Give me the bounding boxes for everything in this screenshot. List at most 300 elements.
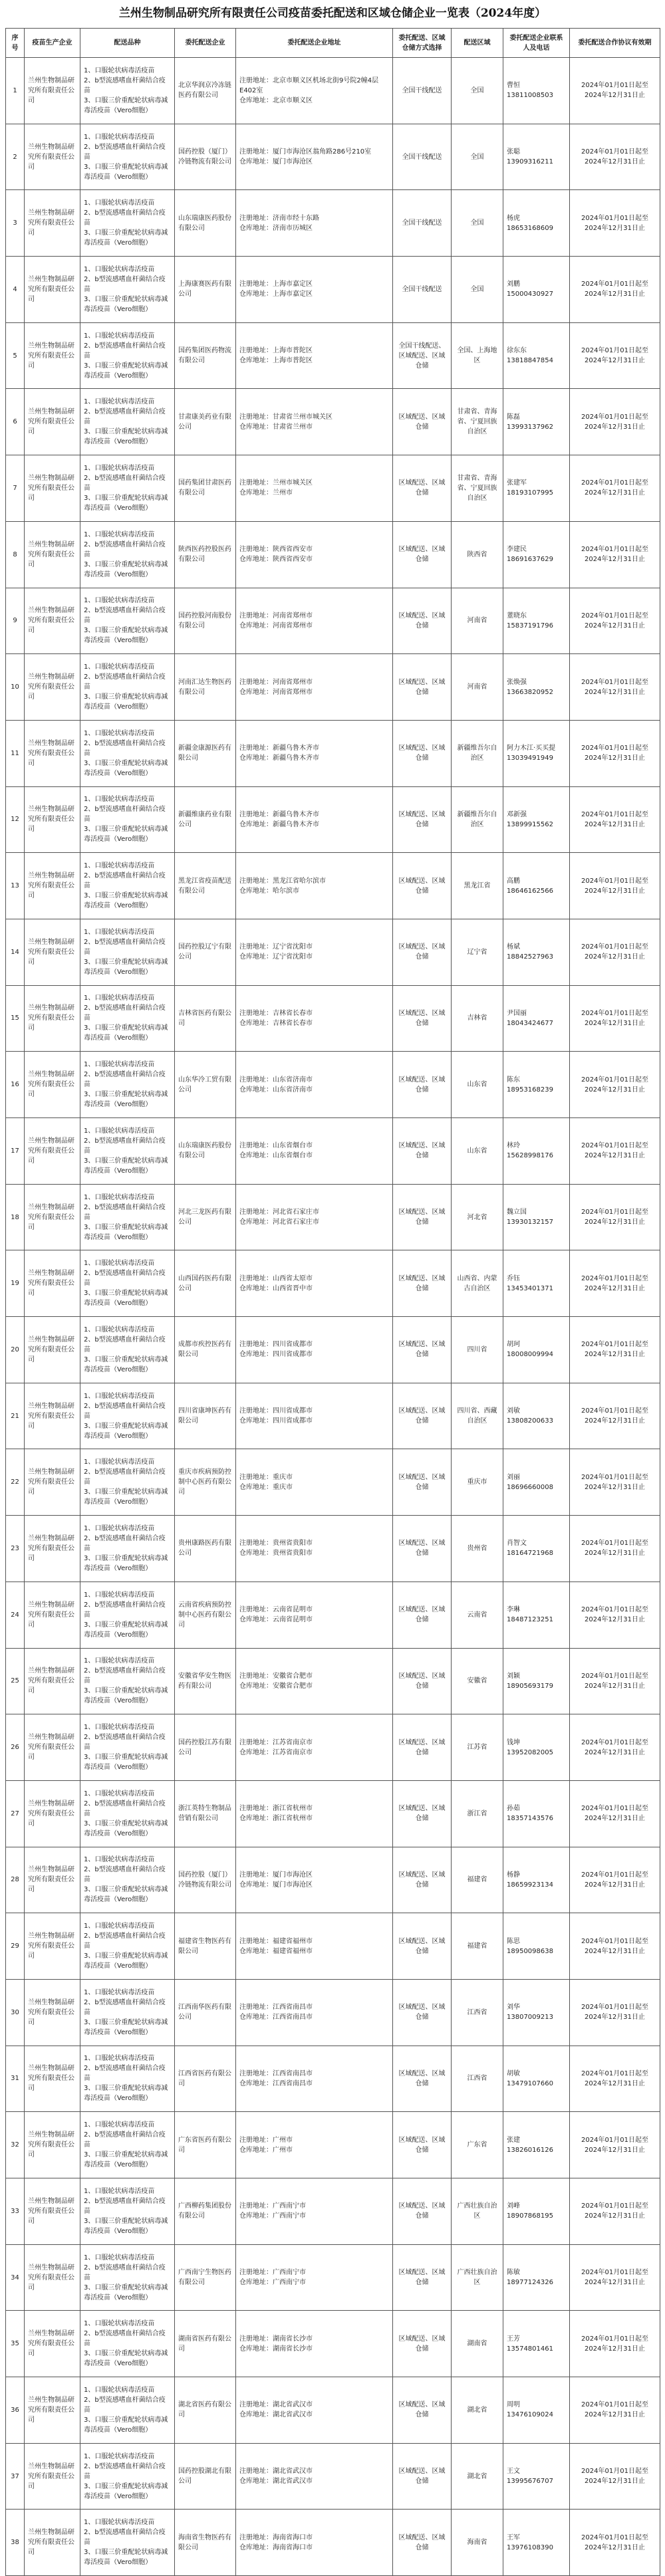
table-row bbox=[6, 1979, 660, 2046]
cell-no: 18 bbox=[6, 1184, 25, 1250]
cell-address: 注册地址：福建省福州市 仓库地址：福建省福州市 bbox=[236, 1913, 393, 1980]
cell-contact: 胡珂 18008009994 bbox=[503, 1317, 570, 1383]
cell-products: 1、口服轮状病毒活疫苗 2、b型流感嗜血杆菌结合疫苗 3、口服三价重配轮状病毒减毒活疫苗（Vero细胞） bbox=[80, 322, 175, 389]
cell-validity: 2024年01月01日起至2024年12月31日止 bbox=[570, 257, 660, 323]
cell-area: 山西省、内蒙古自治区 bbox=[452, 1250, 503, 1317]
cell-products: 1、口服轮状病毒活疫苗 2、b型流感嗜血杆菌结合疫苗 3、口服三价重配轮状病毒减毒活疫苗（Vero细胞） bbox=[80, 1383, 175, 1449]
cell-method: 区域配送、区域仓储 bbox=[393, 1317, 452, 1383]
table-row bbox=[6, 1913, 660, 1980]
cell-no: 34 bbox=[6, 2244, 25, 2311]
cell-address: 注册地址：新疆乌鲁木齐市 仓库地址：新疆乌鲁木齐市 bbox=[236, 720, 393, 786]
cell-no: 21 bbox=[6, 1383, 25, 1449]
cell-producer: 兰州生物制品研究所有限责任公司 bbox=[25, 985, 80, 1052]
table-row bbox=[6, 1516, 660, 1582]
cell-distributor: 广东省医药有限公司 bbox=[175, 2112, 236, 2178]
cell-method: 区域配送、区域仓储 bbox=[393, 1052, 452, 1118]
cell-validity: 2024年01月01日起至2024年12月31日止 bbox=[570, 1383, 660, 1449]
cell-producer: 兰州生物制品研究所有限责任公司 bbox=[25, 588, 80, 654]
cell-contact: 曹恒 13811008503 bbox=[503, 58, 570, 124]
cell-validity: 2024年01月01日起至2024年12月31日止 bbox=[570, 786, 660, 853]
cell-method: 全国干线配送 bbox=[393, 257, 452, 323]
cell-method: 全国干线配送 bbox=[393, 190, 452, 257]
cell-contact: 魏立国 13930132157 bbox=[503, 1184, 570, 1250]
cell-distributor: 黑龙江省疫苗配送有限公司 bbox=[175, 853, 236, 919]
cell-distributor: 国药控股辽宁有限公司 bbox=[175, 919, 236, 985]
cell-producer: 兰州生物制品研究所有限责任公司 bbox=[25, 1516, 80, 1582]
cell-method: 区域配送、区域仓储 bbox=[393, 1184, 452, 1250]
header-method: 委托配送、区域仓储方式选择 bbox=[393, 29, 452, 58]
cell-contact: 董晓东 15837191796 bbox=[503, 588, 570, 654]
cell-address: 注册地址：辽宁省沈阳市 仓库地址：辽宁省沈阳市 bbox=[236, 919, 393, 985]
cell-address: 注册地址：云南省昆明市 仓库地址：云南省昆明市 bbox=[236, 1581, 393, 1648]
cell-area: 陕西省 bbox=[452, 521, 503, 588]
cell-validity: 2024年01月01日起至2024年12月31日止 bbox=[570, 2311, 660, 2377]
cell-producer: 兰州生物制品研究所有限责任公司 bbox=[25, 58, 80, 124]
cell-producer: 兰州生物制品研究所有限责任公司 bbox=[25, 1118, 80, 1185]
cell-no: 38 bbox=[6, 2510, 25, 2576]
cell-contact: 张建 13826016126 bbox=[503, 2112, 570, 2178]
cell-no: 10 bbox=[6, 654, 25, 721]
cell-producer: 兰州生物制品研究所有限责任公司 bbox=[25, 2244, 80, 2311]
cell-validity: 2024年01月01日起至2024年12月31日止 bbox=[570, 1979, 660, 2046]
cell-validity: 2024年01月01日起至2024年12月31日止 bbox=[570, 58, 660, 124]
cell-method: 区域配送、区域仓储 bbox=[393, 455, 452, 522]
cell-address: 注册地址：山西省太原市 仓库地址：山西省晋中市 bbox=[236, 1250, 393, 1317]
cell-no: 5 bbox=[6, 322, 25, 389]
cell-contact: 陈思 18950098638 bbox=[503, 1913, 570, 1980]
cell-distributor: 上海康赛医药有限公司 bbox=[175, 257, 236, 323]
cell-method: 区域配送、区域仓储 bbox=[393, 1648, 452, 1714]
cell-validity: 2024年01月01日起至2024年12月31日止 bbox=[570, 1780, 660, 1847]
table-row bbox=[6, 2443, 660, 2510]
cell-method: 区域配送、区域仓储 bbox=[393, 985, 452, 1052]
cell-validity: 2024年01月01日起至2024年12月31日止 bbox=[570, 1847, 660, 1913]
cell-address: 注册地址：山东省烟台市 仓库地址：山东省烟台市 bbox=[236, 1118, 393, 1185]
cell-validity: 2024年01月01日起至2024年12月31日止 bbox=[570, 1118, 660, 1185]
cell-method: 区域配送、区域仓储 bbox=[393, 2244, 452, 2311]
cell-area: 全国 bbox=[452, 257, 503, 323]
cell-area: 新疆维吾尔自治区 bbox=[452, 720, 503, 786]
cell-address: 注册地址：贵州省贵阳市 仓库地址：贵州省贵阳市 bbox=[236, 1516, 393, 1582]
cell-address: 注册地址：上海市普陀区 仓库地址：上海市普陀区 bbox=[236, 322, 393, 389]
cell-method: 区域配送、区域仓储 bbox=[393, 2377, 452, 2444]
cell-products: 1、口服轮状病毒活疫苗 2、b型流感嗜血杆菌结合疫苗 3、口服三价重配轮状病毒减毒活疫苗（Vero细胞） bbox=[80, 720, 175, 786]
cell-products: 1、口服轮状病毒活疫苗 2、b型流感嗜血杆菌结合疫苗 3、口服三价重配轮状病毒减毒活疫苗（Vero细胞） bbox=[80, 1250, 175, 1317]
vaccine-distribution-table bbox=[5, 28, 660, 2576]
table-row bbox=[6, 1648, 660, 1714]
cell-no: 14 bbox=[6, 919, 25, 985]
cell-distributor: 新疆维康药业有限公司 bbox=[175, 786, 236, 853]
cell-area: 河北省 bbox=[452, 1184, 503, 1250]
table-row bbox=[6, 1383, 660, 1449]
cell-producer: 兰州生物制品研究所有限责任公司 bbox=[25, 720, 80, 786]
cell-area: 广西壮族自治区 bbox=[452, 2244, 503, 2311]
cell-distributor: 广西南宁生物医药有限公司 bbox=[175, 2244, 236, 2311]
cell-contact: 李建民 18691637629 bbox=[503, 521, 570, 588]
cell-validity: 2024年01月01日起至2024年12月31日止 bbox=[570, 322, 660, 389]
cell-producer: 兰州生物制品研究所有限责任公司 bbox=[25, 853, 80, 919]
header-products: 配送品种 bbox=[80, 29, 175, 58]
cell-address: 注册地址：上海市嘉定区 仓库地址：上海市嘉定区 bbox=[236, 257, 393, 323]
cell-contact: 陈敏 18977124326 bbox=[503, 2244, 570, 2311]
cell-products: 1、口服轮状病毒活疫苗 2、b型流感嗜血杆菌结合疫苗 3、口服三价重配轮状病毒减毒活疫苗（Vero细胞） bbox=[80, 1516, 175, 1582]
cell-no: 8 bbox=[6, 521, 25, 588]
cell-distributor: 河南汇达生物医药有限公司 bbox=[175, 654, 236, 721]
cell-area: 湖北省 bbox=[452, 2377, 503, 2444]
cell-distributor: 安徽省华安生物医药有限公司 bbox=[175, 1648, 236, 1714]
cell-producer: 兰州生物制品研究所有限责任公司 bbox=[25, 1979, 80, 2046]
cell-contact: 王芳 13574801461 bbox=[503, 2311, 570, 2377]
cell-distributor: 重庆市疾病预防控制中心医药有限公司 bbox=[175, 1449, 236, 1516]
cell-address: 注册地址：甘肃省兰州市城关区 仓库地址：甘肃省兰州市 bbox=[236, 389, 393, 455]
cell-products: 1、口服轮状病毒活疫苗 2、b型流感嗜血杆菌结合疫苗 3、口服三价重配轮状病毒减毒活疫苗（Vero细胞） bbox=[80, 1184, 175, 1250]
cell-producer: 兰州生物制品研究所有限责任公司 bbox=[25, 1714, 80, 1781]
cell-distributor: 江西南华医药有限公司 bbox=[175, 1979, 236, 2046]
cell-distributor: 四川省康坤医药有限公司 bbox=[175, 1383, 236, 1449]
table-row bbox=[6, 521, 660, 588]
cell-no: 17 bbox=[6, 1118, 25, 1185]
cell-contact: 孙茹 18357143576 bbox=[503, 1780, 570, 1847]
cell-validity: 2024年01月01日起至2024年12月31日止 bbox=[570, 1913, 660, 1980]
cell-products: 1、口服轮状病毒活疫苗 2、b型流感嗜血杆菌结合疫苗 3、口服三价重配轮状病毒减毒活疫苗（Vero细胞） bbox=[80, 985, 175, 1052]
cell-address: 注册地址：安徽省合肥市 仓库地址：安徽省合肥市 bbox=[236, 1648, 393, 1714]
cell-products: 1、口服轮状病毒活疫苗 2、b型流感嗜血杆菌结合疫苗 3、口服三价重配轮状病毒减毒活疫苗（Vero细胞） bbox=[80, 2443, 175, 2510]
cell-validity: 2024年01月01日起至2024年12月31日止 bbox=[570, 588, 660, 654]
cell-distributor: 云南省疾病预防控制中心医药有限公司 bbox=[175, 1581, 236, 1648]
cell-address: 注册地址：江苏省南京市 仓库地址：江苏省南京市 bbox=[236, 1714, 393, 1781]
cell-area: 四川省、西藏自治区 bbox=[452, 1383, 503, 1449]
cell-area: 浙江省 bbox=[452, 1780, 503, 1847]
cell-distributor: 国药控股湖北有限公司 bbox=[175, 2443, 236, 2510]
cell-area: 河南省 bbox=[452, 654, 503, 721]
cell-address: 注册地址：兰州市城关区 仓库地址：兰州市 bbox=[236, 455, 393, 522]
cell-method: 区域配送、区域仓储 bbox=[393, 588, 452, 654]
cell-no: 16 bbox=[6, 1052, 25, 1118]
cell-area: 全国 bbox=[452, 58, 503, 124]
cell-distributor: 国药集团医药物流有限公司 bbox=[175, 322, 236, 389]
cell-no: 29 bbox=[6, 1913, 25, 1980]
cell-method: 区域配送、区域仓储 bbox=[393, 1449, 452, 1516]
cell-products: 1、口服轮状病毒活疫苗 2、b型流感嗜血杆菌结合疫苗 3、口服三价重配轮状病毒减毒活疫苗（Vero细胞） bbox=[80, 853, 175, 919]
cell-distributor: 甘肃康美药业有限公司 bbox=[175, 389, 236, 455]
cell-validity: 2024年01月01日起至2024年12月31日止 bbox=[570, 1714, 660, 1781]
cell-area: 全国 bbox=[452, 124, 503, 190]
table-row bbox=[6, 124, 660, 190]
cell-products: 1、口服轮状病毒活疫苗 2、b型流感嗜血杆菌结合疫苗 3、口服三价重配轮状病毒减毒活疫苗（Vero细胞） bbox=[80, 455, 175, 522]
cell-method: 区域配送、区域仓储 bbox=[393, 1979, 452, 2046]
cell-products: 1、口服轮状病毒活疫苗 2、b型流感嗜血杆菌结合疫苗 3、口服三价重配轮状病毒减毒活疫苗（Vero细胞） bbox=[80, 1581, 175, 1648]
header-distributor: 委托配送企业 bbox=[175, 29, 236, 58]
cell-validity: 2024年01月01日起至2024年12月31日止 bbox=[570, 2178, 660, 2245]
cell-method: 区域配送、区域仓储 bbox=[393, 2112, 452, 2178]
table-row bbox=[6, 1780, 660, 1847]
cell-validity: 2024年01月01日起至2024年12月31日止 bbox=[570, 2377, 660, 2444]
cell-method: 区域配送、区域仓储 bbox=[393, 1913, 452, 1980]
cell-area: 河南省 bbox=[452, 588, 503, 654]
cell-producer: 兰州生物制品研究所有限责任公司 bbox=[25, 1847, 80, 1913]
cell-no: 37 bbox=[6, 2443, 25, 2510]
cell-validity: 2024年01月01日起至2024年12月31日止 bbox=[570, 521, 660, 588]
cell-contact: 阿力木江·买买提 13039491949 bbox=[503, 720, 570, 786]
cell-validity: 2024年01月01日起至2024年12月31日止 bbox=[570, 985, 660, 1052]
cell-products: 1、口服轮状病毒活疫苗 2、b型流感嗜血杆菌结合疫苗 3、口服三价重配轮状病毒减毒活疫苗（Vero细胞） bbox=[80, 1714, 175, 1781]
cell-distributor: 国药控股（厦门）冷链物流有限公司 bbox=[175, 124, 236, 190]
cell-method: 区域配送、区域仓储 bbox=[393, 919, 452, 985]
cell-producer: 兰州生物制品研究所有限责任公司 bbox=[25, 190, 80, 257]
cell-producer: 兰州生物制品研究所有限责任公司 bbox=[25, 1581, 80, 1648]
cell-validity: 2024年01月01日起至2024年12月31日止 bbox=[570, 1052, 660, 1118]
header-producer: 疫苗生产企业 bbox=[25, 29, 80, 58]
header-validity: 委托配送合作协议有效期 bbox=[570, 29, 660, 58]
cell-method: 区域配送、区域仓储 bbox=[393, 2443, 452, 2510]
cell-products: 1、口服轮状病毒活疫苗 2、b型流感嗜血杆菌结合疫苗 3、口服三价重配轮状病毒减毒活疫苗（Vero细胞） bbox=[80, 1648, 175, 1714]
header-address: 委托配送企业地址 bbox=[236, 29, 393, 58]
table-row bbox=[6, 985, 660, 1052]
cell-distributor: 国药集团甘肃医药有限公司 bbox=[175, 455, 236, 522]
cell-contact: 张聪 13909316211 bbox=[503, 124, 570, 190]
cell-distributor: 山东华冷工贸有限公司 bbox=[175, 1052, 236, 1118]
cell-method: 区域配送、区域仓储 bbox=[393, 2510, 452, 2576]
cell-producer: 兰州生物制品研究所有限责任公司 bbox=[25, 2377, 80, 2444]
cell-producer: 兰州生物制品研究所有限责任公司 bbox=[25, 2046, 80, 2112]
cell-validity: 2024年01月01日起至2024年12月31日止 bbox=[570, 2244, 660, 2311]
cell-validity: 2024年01月01日起至2024年12月31日止 bbox=[570, 1516, 660, 1582]
cell-producer: 兰州生物制品研究所有限责任公司 bbox=[25, 2443, 80, 2510]
cell-area: 全国、上海地区 bbox=[452, 322, 503, 389]
cell-validity: 2024年01月01日起至2024年12月31日止 bbox=[570, 389, 660, 455]
table-body bbox=[6, 58, 660, 2576]
cell-no: 7 bbox=[6, 455, 25, 522]
table-row bbox=[6, 919, 660, 985]
cell-no: 22 bbox=[6, 1449, 25, 1516]
cell-address: 注册地址：江西省南昌市 仓库地址：江西省南昌市 bbox=[236, 2046, 393, 2112]
cell-address: 注册地址：浙江省杭州市 仓库地址：浙江省杭州市 bbox=[236, 1780, 393, 1847]
cell-area: 云南省 bbox=[452, 1581, 503, 1648]
cell-products: 1、口服轮状病毒活疫苗 2、b型流感嗜血杆菌结合疫苗 3、口服三价重配轮状病毒减毒活疫苗（Vero细胞） bbox=[80, 1979, 175, 2046]
cell-method: 区域配送、区域仓储 bbox=[393, 1516, 452, 1582]
table-row bbox=[6, 1847, 660, 1913]
cell-method: 全国干线配送 bbox=[393, 124, 452, 190]
cell-producer: 兰州生物制品研究所有限责任公司 bbox=[25, 1913, 80, 1980]
cell-distributor: 海南省生物医药有限公司 bbox=[175, 2510, 236, 2576]
cell-distributor: 江西省医药有限公司 bbox=[175, 2046, 236, 2112]
cell-method: 全国干线配送 bbox=[393, 58, 452, 124]
cell-producer: 兰州生物制品研究所有限责任公司 bbox=[25, 124, 80, 190]
cell-area: 江苏省 bbox=[452, 1714, 503, 1781]
cell-method: 区域配送、区域仓储 bbox=[393, 786, 452, 853]
cell-producer: 兰州生物制品研究所有限责任公司 bbox=[25, 1383, 80, 1449]
cell-validity: 2024年01月01日起至2024年12月31日止 bbox=[570, 1317, 660, 1383]
cell-area: 贵州省 bbox=[452, 1516, 503, 1582]
cell-products: 1、口服轮状病毒活疫苗 2、b型流感嗜血杆菌结合疫苗 3、口服三价重配轮状病毒减毒活疫苗（Vero细胞） bbox=[80, 919, 175, 985]
cell-contact: 王文 13995676707 bbox=[503, 2443, 570, 2510]
table-row bbox=[6, 322, 660, 389]
cell-validity: 2024年01月01日起至2024年12月31日止 bbox=[570, 654, 660, 721]
cell-address: 注册地址：济南市经十东路 仓库地址：济南市历城区 bbox=[236, 190, 393, 257]
cell-method: 区域配送、区域仓储 bbox=[393, 1581, 452, 1648]
cell-producer: 兰州生物制品研究所有限责任公司 bbox=[25, 1317, 80, 1383]
cell-contact: 刘鹏 15000430927 bbox=[503, 257, 570, 323]
cell-contact: 徐东东 13818847854 bbox=[503, 322, 570, 389]
cell-no: 24 bbox=[6, 1581, 25, 1648]
cell-contact: 高鹏 18646162566 bbox=[503, 853, 570, 919]
cell-area: 湖北省 bbox=[452, 2443, 503, 2510]
cell-products: 1、口服轮状病毒活疫苗 2、b型流感嗜血杆菌结合疫苗 3、口服三价重配轮状病毒减毒活疫苗（Vero细胞） bbox=[80, 1317, 175, 1383]
cell-contact: 刘华 13807009213 bbox=[503, 1979, 570, 2046]
cell-contact: 钱坤 13952082005 bbox=[503, 1714, 570, 1781]
cell-no: 26 bbox=[6, 1714, 25, 1781]
cell-distributor: 贵州康路医药有限公司 bbox=[175, 1516, 236, 1582]
cell-products: 1、口服轮状病毒活疫苗 2、b型流感嗜血杆菌结合疫苗 3、口服三价重配轮状病毒减毒活疫苗（Vero细胞） bbox=[80, 1449, 175, 1516]
cell-address: 注册地址：厦门市海沧区 仓库地址：厦门市海沧区 bbox=[236, 1847, 393, 1913]
cell-producer: 兰州生物制品研究所有限责任公司 bbox=[25, 521, 80, 588]
cell-validity: 2024年01月01日起至2024年12月31日止 bbox=[570, 2443, 660, 2510]
cell-distributor: 山西国药医药有限公司 bbox=[175, 1250, 236, 1317]
cell-address: 注册地址：陕西省西安市 仓库地址：陕西省西安市 bbox=[236, 521, 393, 588]
cell-producer: 兰州生物制品研究所有限责任公司 bbox=[25, 2112, 80, 2178]
table-row bbox=[6, 455, 660, 522]
cell-no: 23 bbox=[6, 1516, 25, 1582]
cell-address: 注册地址：河南省郑州市 仓库地址：河南省郑州市 bbox=[236, 588, 393, 654]
cell-producer: 兰州生物制品研究所有限责任公司 bbox=[25, 1250, 80, 1317]
cell-contact: 乔钰 13453401371 bbox=[503, 1250, 570, 1317]
cell-distributor: 国药控股（厦门）冷链物流有限公司 bbox=[175, 1847, 236, 1913]
table-row bbox=[6, 190, 660, 257]
cell-distributor: 陕西医药控股医药有限公司 bbox=[175, 521, 236, 588]
cell-area: 福建省 bbox=[452, 1913, 503, 1980]
cell-area: 山东省 bbox=[452, 1118, 503, 1185]
cell-address: 注册地址：黑龙江省哈尔滨市 仓库地址：哈尔滨市 bbox=[236, 853, 393, 919]
table-row bbox=[6, 786, 660, 853]
cell-products: 1、口服轮状病毒活疫苗 2、b型流感嗜血杆菌结合疫苗 3、口服三价重配轮状病毒减毒活疫苗（Vero细胞） bbox=[80, 2178, 175, 2245]
header-area: 配送区域 bbox=[452, 29, 503, 58]
cell-products: 1、口服轮状病毒活疫苗 2、b型流感嗜血杆菌结合疫苗 3、口服三价重配轮状病毒减毒活疫苗（Vero细胞） bbox=[80, 257, 175, 323]
cell-distributor: 吉林省医药有限公司 bbox=[175, 985, 236, 1052]
cell-producer: 兰州生物制品研究所有限责任公司 bbox=[25, 322, 80, 389]
table-row bbox=[6, 853, 660, 919]
cell-address: 注册地址：广西南宁市 仓库地址：广西南宁市 bbox=[236, 2244, 393, 2311]
cell-area: 四川省 bbox=[452, 1317, 503, 1383]
cell-validity: 2024年01月01日起至2024年12月31日止 bbox=[570, 455, 660, 522]
cell-method: 区域配送、区域仓储 bbox=[393, 2311, 452, 2377]
table-row bbox=[6, 2377, 660, 2444]
table-row bbox=[6, 257, 660, 323]
cell-distributor: 湖北省医药有限公司 bbox=[175, 2377, 236, 2444]
cell-distributor: 广西柳药集团股份有限公司 bbox=[175, 2178, 236, 2245]
cell-no: 30 bbox=[6, 1979, 25, 2046]
cell-distributor: 浙江英特生物制品营销有限公司 bbox=[175, 1780, 236, 1847]
cell-no: 11 bbox=[6, 720, 25, 786]
cell-method: 区域配送、区域仓储 bbox=[393, 2046, 452, 2112]
cell-contact: 刘颖 18905693179 bbox=[503, 1648, 570, 1714]
cell-contact: 刘敏 13808200633 bbox=[503, 1383, 570, 1449]
cell-method: 区域配送、区域仓储 bbox=[393, 2178, 452, 2245]
cell-products: 1、口服轮状病毒活疫苗 2、b型流感嗜血杆菌结合疫苗 3、口服三价重配轮状病毒减毒活疫苗（Vero细胞） bbox=[80, 2377, 175, 2444]
table-row bbox=[6, 2112, 660, 2178]
cell-method: 区域配送、区域仓储 bbox=[393, 1780, 452, 1847]
cell-distributor: 北京华润京冷冻链医药有限公司 bbox=[175, 58, 236, 124]
cell-validity: 2024年01月01日起至2024年12月31日止 bbox=[570, 1184, 660, 1250]
cell-producer: 兰州生物制品研究所有限责任公司 bbox=[25, 2311, 80, 2377]
cell-contact: 张焕强 13663820952 bbox=[503, 654, 570, 721]
table-row bbox=[6, 1184, 660, 1250]
cell-products: 1、口服轮状病毒活疫苗 2、b型流感嗜血杆菌结合疫苗 3、口服三价重配轮状病毒减毒活疫苗（Vero细胞） bbox=[80, 2311, 175, 2377]
cell-area: 山东省 bbox=[452, 1052, 503, 1118]
cell-validity: 2024年01月01日起至2024年12月31日止 bbox=[570, 2112, 660, 2178]
cell-contact: 张建军 18193107995 bbox=[503, 455, 570, 522]
cell-area: 江西省 bbox=[452, 1979, 503, 2046]
table-header-row bbox=[6, 29, 660, 58]
cell-area: 广东省 bbox=[452, 2112, 503, 2178]
cell-area: 海南省 bbox=[452, 2510, 503, 2576]
cell-products: 1、口服轮状病毒活疫苗 2、b型流感嗜血杆菌结合疫苗 3、口服三价重配轮状病毒减毒活疫苗（Vero细胞） bbox=[80, 786, 175, 853]
cell-producer: 兰州生物制品研究所有限责任公司 bbox=[25, 1780, 80, 1847]
cell-products: 1、口服轮状病毒活疫苗 2、b型流感嗜血杆菌结合疫苗 3、口服三价重配轮状病毒减毒活疫苗（Vero细胞） bbox=[80, 1913, 175, 1980]
cell-producer: 兰州生物制品研究所有限责任公司 bbox=[25, 2510, 80, 2576]
cell-contact: 李琳 18487123251 bbox=[503, 1581, 570, 1648]
cell-area: 黑龙江省 bbox=[452, 853, 503, 919]
cell-distributor: 国药控股河南股份有限公司 bbox=[175, 588, 236, 654]
cell-address: 注册地址：广州市 仓库地址：广州市 bbox=[236, 2112, 393, 2178]
cell-producer: 兰州生物制品研究所有限责任公司 bbox=[25, 786, 80, 853]
cell-no: 2 bbox=[6, 124, 25, 190]
cell-no: 33 bbox=[6, 2178, 25, 2245]
cell-no: 12 bbox=[6, 786, 25, 853]
table-row bbox=[6, 1581, 660, 1648]
cell-contact: 胡敏 13479107660 bbox=[503, 2046, 570, 2112]
cell-method: 区域配送、区域仓储 bbox=[393, 853, 452, 919]
cell-products: 1、口服轮状病毒活疫苗 2、b型流感嗜血杆菌结合疫苗 3、口服三价重配轮状病毒减毒活疫苗（Vero细胞） bbox=[80, 2046, 175, 2112]
cell-no: 25 bbox=[6, 1648, 25, 1714]
table-row bbox=[6, 2510, 660, 2576]
cell-producer: 兰州生物制品研究所有限责任公司 bbox=[25, 2178, 80, 2245]
cell-products: 1、口服轮状病毒活疫苗 2、b型流感嗜血杆菌结合疫苗 3、口服三价重配轮状病毒减毒活疫苗（Vero细胞） bbox=[80, 190, 175, 257]
cell-address: 注册地址：吉林省长春市 仓库地址：吉林省长春市 bbox=[236, 985, 393, 1052]
cell-area: 新疆维吾尔自治区 bbox=[452, 786, 503, 853]
cell-address: 注册地址：四川省成都市 仓库地址：四川省成都市 bbox=[236, 1383, 393, 1449]
cell-address: 注册地址：北京市顺义区机场北街9号院2幢4层E402室 仓库地址：北京市顺义区 bbox=[236, 58, 393, 124]
cell-validity: 2024年01月01日起至2024年12月31日止 bbox=[570, 1648, 660, 1714]
cell-contact: 陈东 18953168239 bbox=[503, 1052, 570, 1118]
cell-validity: 2024年01月01日起至2024年12月31日止 bbox=[570, 2046, 660, 2112]
cell-address: 注册地址：山东省济南市 仓库地址：山东省济南市 bbox=[236, 1052, 393, 1118]
table-row bbox=[6, 588, 660, 654]
cell-address: 注册地址：海南省海口市 仓库地址：海南省海口市 bbox=[236, 2510, 393, 2576]
cell-no: 3 bbox=[6, 190, 25, 257]
cell-products: 1、口服轮状病毒活疫苗 2、b型流感嗜血杆菌结合疫苗 3、口服三价重配轮状病毒减毒活疫苗（Vero细胞） bbox=[80, 1847, 175, 1913]
table-row bbox=[6, 1052, 660, 1118]
cell-producer: 兰州生物制品研究所有限责任公司 bbox=[25, 389, 80, 455]
cell-method: 区域配送、区域仓储 bbox=[393, 1383, 452, 1449]
cell-no: 13 bbox=[6, 853, 25, 919]
cell-producer: 兰州生物制品研究所有限责任公司 bbox=[25, 654, 80, 721]
cell-no: 15 bbox=[6, 985, 25, 1052]
cell-distributor: 新疆金康源医药有限公司 bbox=[175, 720, 236, 786]
cell-contact: 林玲 15628998176 bbox=[503, 1118, 570, 1185]
cell-area: 吉林省 bbox=[452, 985, 503, 1052]
cell-method: 区域配送、区域仓储 bbox=[393, 1847, 452, 1913]
cell-producer: 兰州生物制品研究所有限责任公司 bbox=[25, 257, 80, 323]
cell-no: 20 bbox=[6, 1317, 25, 1383]
cell-no: 36 bbox=[6, 2377, 25, 2444]
cell-area: 甘肃省、青海省、宁夏回族自治区 bbox=[452, 389, 503, 455]
table-row bbox=[6, 1449, 660, 1516]
cell-validity: 2024年01月01日起至2024年12月31日止 bbox=[570, 720, 660, 786]
cell-contact: 周明 13476109024 bbox=[503, 2377, 570, 2444]
cell-no: 28 bbox=[6, 1847, 25, 1913]
cell-address: 注册地址：江西省南昌市 仓库地址：江西省南昌市 bbox=[236, 1979, 393, 2046]
cell-contact: 陈磊 13993137962 bbox=[503, 389, 570, 455]
